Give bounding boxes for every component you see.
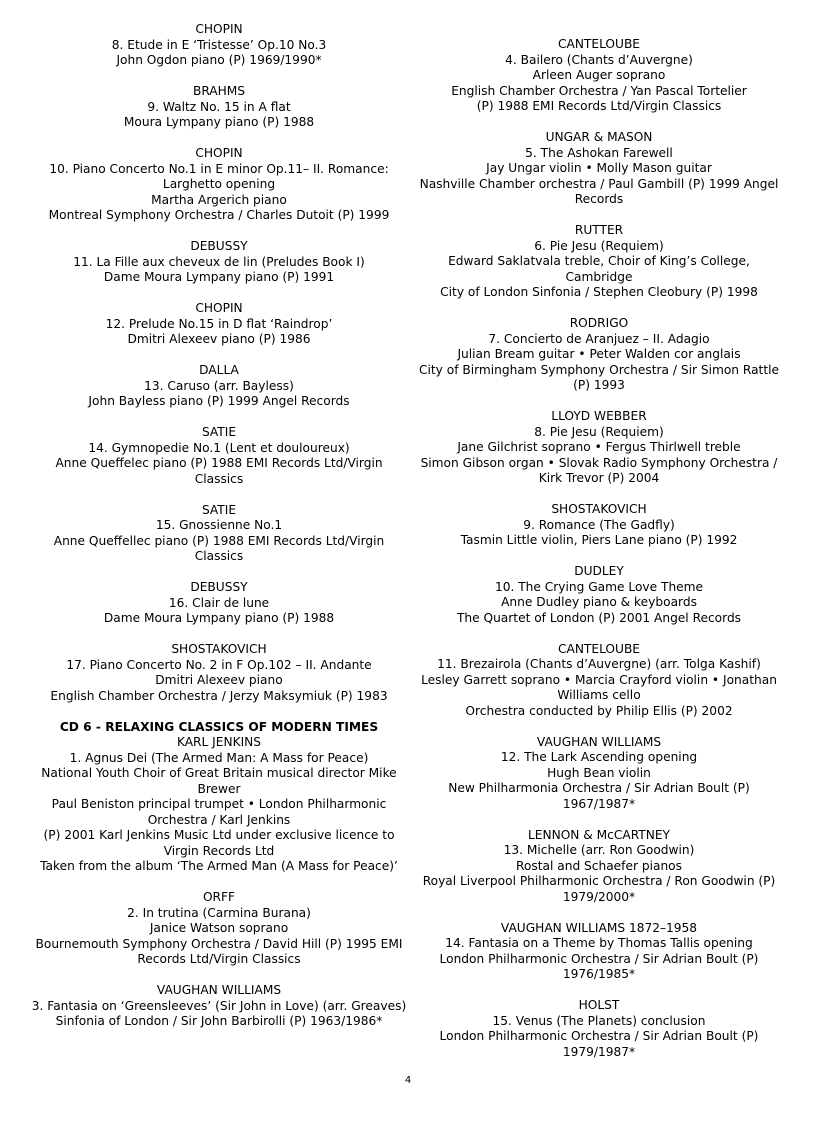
track-entry	[30, 84, 408, 131]
composer-name: VAUGHAN WILLIAMS 1872–1958	[500, 920, 698, 935]
track-detail-line: Dmitri Alexeev piano (P) 1986	[127, 332, 311, 346]
track-detail-line: Anne Queffelec piano (P) 1988 EMI Records Ltd/Virgin Classics	[55, 456, 383, 486]
composer-name: BRAHMS	[192, 84, 246, 98]
track-entry	[416, 316, 782, 394]
track-detail-line: 16. Clair de lune	[168, 595, 270, 610]
track-detail-line: Lesley Garrett soprano • Marcia Crayford violin • Jonathan Williams cello	[421, 672, 777, 702]
track-entry	[30, 239, 408, 286]
track-detail-line: 11. Brezairola (Chants d’Auvergne) (arr. Tolga Kashif)	[437, 657, 761, 671]
composer-name: SHOSTAKOVICH	[551, 502, 647, 516]
track-detail-line: Orchestra conducted by Philip Ellis (P) 2002	[465, 703, 733, 718]
track-detail-line: Martha Argerich piano	[151, 192, 287, 207]
track-detail-line: English Chamber Orchestra / Jerzy Maksymiuk (P) 1983	[50, 688, 388, 703]
composer-name: SATIE	[201, 425, 237, 439]
track-detail-line: Rostal and Schaefer pianos	[516, 858, 682, 873]
track-entry	[416, 828, 782, 906]
composer-name: DALLA	[199, 363, 239, 377]
track-detail-line: City of London Sinfonia / Stephen Cleobury (P) 1998	[440, 285, 758, 299]
track-detail-line: London Philharmonic Orchestra / Sir Adrian Boult (P) 1976/1985*	[439, 951, 759, 981]
track-detail-line: 14. Fantasia on a Theme by Thomas Tallis opening	[445, 936, 753, 950]
composer-name: LENNON & McCARTNEY	[527, 827, 671, 842]
track-detail-line: New Philharmonia Orchestra / Sir Adrian Boult (P) 1967/1987*	[448, 781, 750, 811]
composer-name: RODRIGO	[569, 316, 629, 330]
track-entry	[30, 890, 408, 968]
composer-name: VAUGHAN WILLIAMS	[156, 983, 282, 997]
track-detail-line: 2. In trutina (Carmina Burana)	[127, 905, 311, 920]
track-detail-line: 9. Waltz No. 15 in A flat	[147, 99, 291, 114]
track-detail-line: 10. Piano Concerto No.1 in E minor Op.11– II. Romance: Larghetto opening	[49, 161, 389, 191]
track-detail-line: (P) 2001 Karl Jenkins Music Ltd under exclusive licence to Virgin Records Ltd	[43, 828, 395, 858]
track-detail-line: Julian Bream guitar • Peter Walden cor anglais	[457, 347, 741, 361]
track-detail-line: Montreal Symphony Orchestra / Charles Dutoit (P) 1999	[48, 208, 390, 222]
track-detail-line: Dmitri Alexeev piano	[155, 673, 283, 687]
track-detail-line: 7. Concierto de Aranjuez – II. Adagio	[488, 331, 710, 346]
track-detail-line: Sinfonia of London / Sir John Barbirolli (P) 1963/1986*	[55, 1014, 383, 1028]
track-detail-line: Taken from the album ‘The Armed Man (A Mass for Peace)’	[40, 859, 398, 873]
track-detail-line: 6. Pie Jesu (Requiem)	[534, 238, 664, 253]
track-entry	[30, 503, 408, 565]
track-entry	[30, 642, 408, 704]
right-entries	[416, 37, 782, 1060]
track-detail-line: John Bayless piano (P) 1999 Angel Records	[88, 394, 350, 408]
cd-heading: CD 6 - RELAXING CLASSICS OF MODERN TIMES	[59, 719, 379, 734]
left-column	[30, 22, 408, 1045]
track-detail-line: Jay Ungar violin • Molly Mason guitar	[486, 161, 712, 175]
left-entries-after-heading	[30, 735, 408, 1030]
composer-name: CHOPIN	[195, 22, 243, 36]
track-entry	[416, 223, 782, 301]
track-detail-line: 5. The Ashokan Farewell	[525, 145, 673, 160]
track-detail-line: City of Birmingham Symphony Orchestra / Sir Simon Rattle (P) 1993	[418, 362, 780, 392]
composer-name: RUTTER	[574, 223, 624, 237]
track-entry	[30, 363, 408, 410]
track-detail-line: John Ogdon piano (P) 1969/1990*	[116, 53, 322, 67]
track-detail-line: 13. Michelle (arr. Ron Goodwin)	[503, 843, 695, 857]
composer-name: CANTELOUBE	[557, 37, 641, 51]
track-detail-line: 15. Gnossienne No.1	[155, 518, 283, 532]
composer-name: DEBUSSY	[190, 239, 248, 253]
track-detail-line: 12. Prelude No.15 in D flat ‘Raindrop’	[105, 316, 333, 331]
track-entry	[416, 735, 782, 813]
track-entry	[416, 564, 782, 626]
track-detail-line: English Chamber Orchestra / Yan Pascal Tortelier	[451, 83, 747, 98]
composer-name: CHOPIN	[195, 146, 243, 160]
track-detail-line: Bournemouth Symphony Orchestra / David Hill (P) 1995 EMI Records Ltd/Virgin Classics	[35, 936, 403, 966]
track-entry	[416, 998, 782, 1060]
track-entry	[416, 502, 782, 549]
track-entry	[30, 146, 408, 224]
composer-name: ORFF	[202, 890, 236, 904]
composer-name: CANTELOUBE	[557, 641, 641, 656]
track-detail-line: 9. Romance (The Gadfly)	[523, 517, 675, 532]
track-detail-line: 8. Pie Jesu (Requiem)	[534, 424, 664, 439]
track-detail-line: 10. The Crying Game Love Theme	[494, 579, 704, 594]
track-detail-line: 8. Etude in E ‘Tristesse’ Op.10 No.3	[111, 37, 327, 52]
left-entries	[30, 22, 408, 704]
track-detail-line: Nashville Chamber orchestra / Paul Gambill (P) 1999 Angel Records	[419, 176, 779, 206]
track-detail-line: Moura Lympany piano (P) 1988	[123, 115, 315, 129]
track-detail-line: The Quartet of London (P) 2001 Angel Records	[456, 610, 742, 625]
composer-name: CHOPIN	[195, 301, 243, 315]
track-detail-line: 17. Piano Concerto No. 2 in F Op.102 – II. Andante	[66, 657, 372, 672]
track-detail-line: Jane Gilchrist soprano • Fergus Thirlwell treble	[457, 440, 741, 454]
track-detail-line: Paul Beniston principal trumpet • London Philharmonic Orchestra / Karl Jenkins	[51, 797, 387, 827]
track-detail-line: 4. Bailero (Chants d’Auvergne)	[505, 52, 693, 67]
track-detail-line: Hugh Bean violin	[547, 765, 651, 780]
track-entry	[416, 37, 782, 115]
track-detail-line: Anne Queffellec piano (P) 1988 EMI Records Ltd/Virgin Classics	[53, 533, 385, 563]
composer-name: DUDLEY	[574, 564, 624, 578]
track-entry	[30, 580, 408, 627]
track-entry	[30, 983, 408, 1030]
track-entry	[30, 22, 408, 69]
track-detail-line: (P) 1988 EMI Records Ltd/Virgin Classics	[476, 99, 722, 113]
composer-name: VAUGHAN WILLIAMS	[536, 734, 662, 749]
composer-name: SHOSTAKOVICH	[171, 642, 267, 656]
track-detail-line: Simon Gibson organ • Slovak Radio Symphony Orchestra / Kirk Trevor (P) 2004	[420, 455, 778, 485]
composer-name: UNGAR & MASON	[545, 130, 653, 144]
track-detail-line: National Youth Choir of Great Britain musical director Mike Brewer	[41, 766, 397, 796]
track-entry	[416, 642, 782, 720]
track-detail-line: 13. Caruso (arr. Bayless)	[144, 378, 294, 393]
composer-name: SATIE	[201, 502, 237, 517]
track-detail-line: Arleen Auger soprano	[532, 68, 666, 82]
track-detail-line: Dame Moura Lympany piano (P) 1988	[103, 611, 335, 625]
track-detail-line: Dame Moura Lympany piano (P) 1991	[103, 270, 335, 284]
track-entry	[416, 409, 782, 487]
track-detail-line: 11. La Fille aux cheveux de lin (Preludes Book I)	[73, 254, 365, 269]
track-entry	[30, 425, 408, 487]
track-detail-line: London Philharmonic Orchestra / Sir Adrian Boult (P) 1979/1987*	[439, 1029, 759, 1059]
track-entry	[416, 921, 782, 983]
track-detail-line: Anne Dudley piano & keyboards	[501, 595, 697, 609]
track-detail-line: Edward Saklatvala treble, Choir of King’s College, Cambridge	[448, 254, 750, 284]
composer-name: LLOYD WEBBER	[551, 409, 647, 423]
track-detail-line: Janice Watson soprano	[149, 921, 289, 935]
composer-name: KARL JENKINS	[176, 735, 262, 749]
composer-name: HOLST	[578, 998, 620, 1012]
track-detail-line: Tasmin Little violin, Piers Lane piano (P) 1992	[460, 533, 738, 547]
page-number: 4	[404, 1075, 412, 1086]
composer-name: DEBUSSY	[190, 580, 248, 594]
track-entry	[30, 735, 408, 875]
track-detail-line: Royal Liverpool Philharmonic Orchestra / Ron Goodwin (P) 1979/2000*	[422, 874, 776, 904]
right-column	[416, 37, 782, 1076]
track-entry	[416, 130, 782, 208]
track-entry	[30, 301, 408, 348]
track-detail-line: 12. The Lark Ascending opening	[500, 750, 698, 764]
track-detail-line: 15. Venus (The Planets) conclusion	[492, 1013, 706, 1028]
track-detail-line: 14. Gymnopedie No.1 (Lent et douloureux)	[88, 440, 350, 455]
track-detail-line: 1. Agnus Dei (The Armed Man: A Mass for Peace)	[69, 750, 369, 765]
track-detail-line: 3. Fantasia on ‘Greensleeves’ (Sir John in Love) (arr. Greaves)	[31, 998, 407, 1013]
